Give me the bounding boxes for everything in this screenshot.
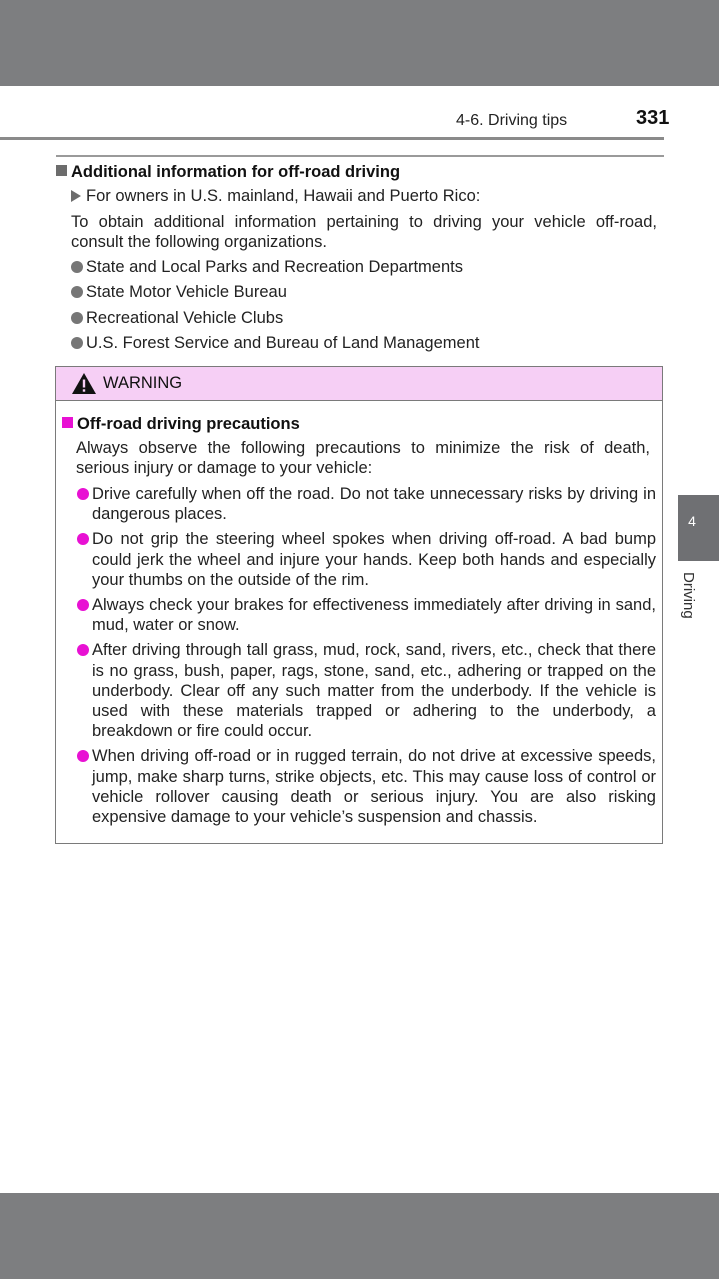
circle-bullet-icon	[71, 286, 83, 298]
header-divider	[0, 137, 664, 140]
list-item	[76, 484, 656, 524]
list-item-text: Always check your brakes for effectiveness immediately after driving in sand, mud, water or snow.	[92, 596, 656, 635]
list-item-text: After driving through tall grass, mud, rock, sand, rivers, etc., check that there is no grass, bush, paper, rags, stone, sand, etc., adhering or trapped on the underbody. Clear off any such matter from the underbody. If the vehicle is used with these materials trapped or adhering to the underbody, a breakdown or fire could occur.	[92, 641, 656, 741]
top-frame-bar	[0, 0, 719, 86]
offroad-intro-paragraph: To obtain additional information pertaining to driving your vehicle off-road, consult the following organizations.	[71, 213, 657, 251]
precautions-heading-text: Off-road driving precautions	[77, 415, 300, 433]
circle-bullet-icon	[71, 337, 83, 349]
circle-bullet-icon	[77, 644, 89, 656]
precautions-heading	[62, 415, 300, 434]
list-item-text: Drive carefully when off the road. Do not take unnecessary risks by driving in dangerous places.	[92, 485, 656, 524]
warning-label: WARNING	[103, 374, 183, 392]
list-item-text: State Motor Vehicle Bureau	[86, 283, 287, 302]
owners-line-text: For owners in U.S. mainland, Hawaii and Puerto Rico:	[86, 187, 481, 205]
owners-line	[71, 187, 480, 206]
triangle-bullet-icon	[71, 190, 81, 202]
list-item	[71, 307, 479, 332]
list-item	[71, 332, 479, 357]
offroad-info-heading	[56, 163, 400, 182]
chapter-tab[interactable]	[678, 495, 719, 561]
circle-bullet-icon	[77, 488, 89, 500]
warning-triangle-icon	[71, 372, 97, 395]
chapter-label: Driving	[680, 572, 697, 619]
precautions-intro: Always observe the following precautions to minimize the risk of death, serious injury or damage to your vehicle:	[76, 439, 650, 477]
list-item-text: State and Local Parks and Recreation Departments	[86, 258, 463, 276]
list-item	[76, 746, 656, 827]
list-item	[76, 640, 656, 741]
list-item-text: U.S. Forest Service and Bureau of Land Management	[86, 333, 480, 352]
list-item-text: Recreational Vehicle Clubs	[86, 308, 284, 327]
section-title: 4-6. Driving tips	[456, 112, 568, 129]
list-item	[76, 529, 656, 590]
warning-box	[55, 366, 663, 844]
organization-list	[71, 256, 479, 357]
precautions-list	[76, 484, 656, 832]
page-number: 331	[636, 107, 670, 129]
list-item-text: When driving off-road or in rugged terrain, do not drive at excessive speeds, jump, make sharp turns, strike objects, etc. This may cause loss of control or vehicle rollover causing death or serious injury. You are also risking expensive damage to your vehicle’s suspension and chassis.	[92, 747, 656, 827]
circle-bullet-icon	[77, 533, 89, 545]
circle-bullet-icon	[77, 599, 89, 611]
circle-bullet-icon	[71, 312, 83, 324]
list-item	[76, 595, 656, 635]
circle-bullet-icon	[77, 750, 89, 762]
content-divider	[56, 155, 664, 157]
list-item-text: Do not grip the steering wheel spokes when driving off-road. A bad bump could jerk the wheel and injure your hands. Keep both hands and especially your thumbs on the outside of the rim.	[92, 530, 656, 589]
list-item	[71, 281, 479, 306]
offroad-info-heading-text: Additional information for off-road driving	[71, 163, 401, 181]
bottom-frame-bar	[0, 1193, 719, 1279]
circle-bullet-icon	[71, 261, 83, 273]
chapter-number: 4	[688, 513, 696, 529]
list-item	[71, 256, 479, 281]
warning-header	[56, 367, 662, 401]
square-bullet-icon	[62, 417, 73, 428]
square-bullet-icon	[56, 165, 67, 176]
